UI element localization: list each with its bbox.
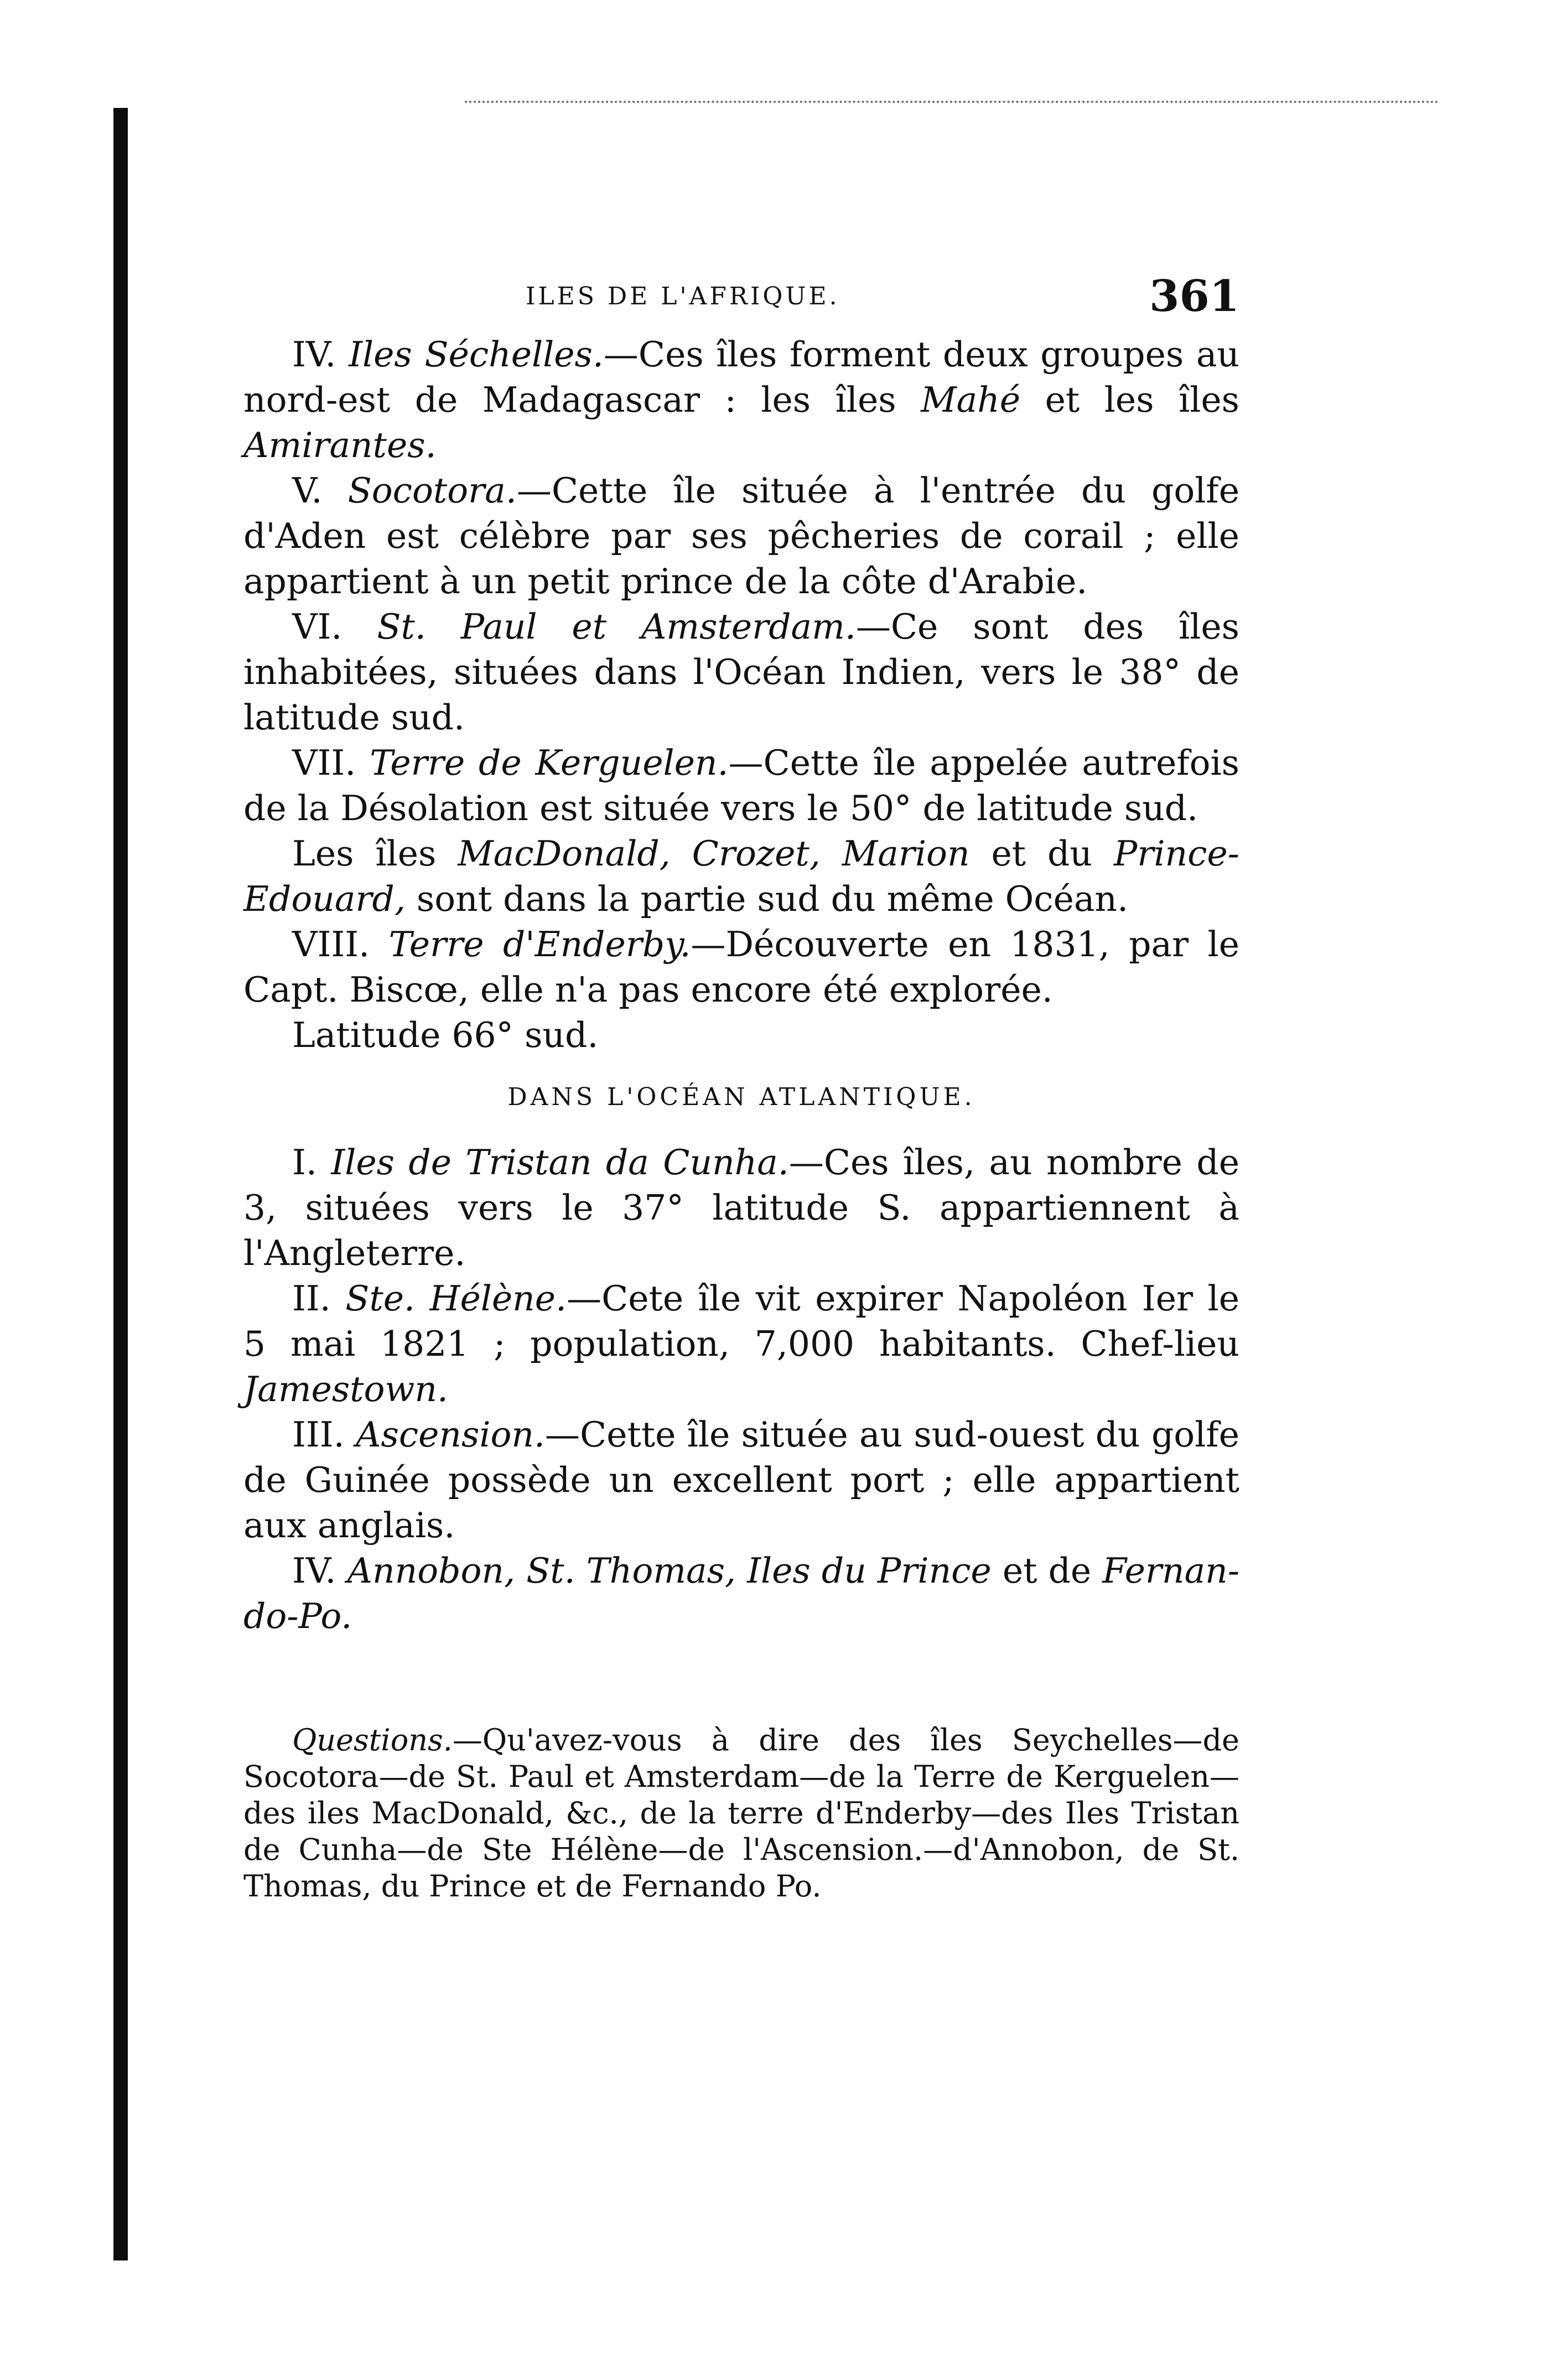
island-name: Amirantes. [243, 425, 437, 465]
paragraph-macdonald [243, 831, 1239, 922]
island-name: Terre d'Enderby. [388, 924, 691, 965]
scan-top-rule [465, 101, 1439, 103]
paragraph-text: et du [969, 833, 1114, 874]
running-head [243, 271, 1239, 332]
island-name: Iles de Tristan da Cunha. [331, 1142, 789, 1183]
spacer [243, 1639, 1239, 1722]
paragraph-tristan [243, 1140, 1239, 1276]
island-name: Iles du Prince [747, 1551, 992, 1591]
book-page [243, 271, 1239, 1905]
island-name: Ste. Hélène. [345, 1278, 567, 1319]
page-number: 361 [1149, 271, 1239, 322]
paragraph-annobon [243, 1548, 1239, 1639]
island-name: Fernan-do-Po. [243, 1551, 1240, 1636]
island-name: St. Thomas, [526, 1551, 736, 1591]
island-name: Mahé [921, 380, 1021, 420]
section-numeral: III. [292, 1414, 345, 1455]
paragraph-enderby [243, 922, 1239, 1013]
island-name: St. Paul et Amsterdam. [377, 606, 856, 647]
questions-text: —Qu'avez-vous à dire des îles Seychelles—de Socotora—de St. Paul et Amsterdam—de la Terre de Kerguelen—des iles MacDonald, &c., de la terre d'Enderby—des Iles Tristan de Cunha—de Ste Hélène—de l'Ascension.—d'Annobon, de St. Thomas, du Prince et de Fernando Po. [243, 1723, 1239, 1904]
questions-block [243, 1722, 1239, 1905]
main-text [243, 332, 1239, 1639]
paragraph-text: —Cete île vit expirer Napoléon Ier le 5 mai 1821 ; population, 7,000 habitants. Chef-lieu [243, 1278, 1239, 1364]
paragraph-text: —Découverte en 1831, par le Capt. Biscœ, elle n'a pas encore été explorée. [243, 924, 1239, 1010]
section-heading-atlantic: DANS L'OCÉAN ATLANTIQUE. [507, 1083, 976, 1111]
paragraph-socotora [243, 468, 1239, 604]
paragraph-text: —Ces îles forment deux groupes au nord-est de Madagascar : les îles [243, 334, 1239, 420]
paragraph-helene [243, 1276, 1239, 1412]
paragraph-text: Les îles [292, 833, 458, 874]
island-name: MacDonald, [458, 833, 671, 874]
running-title: ILES DE L'AFRIQUE. [526, 282, 840, 310]
paragraph-st-paul [243, 604, 1239, 740]
section-numeral: I. [292, 1142, 317, 1183]
paragraph-text: et les îles [1020, 380, 1239, 420]
section-numeral: V. [292, 470, 323, 511]
section-numeral: VII. [292, 743, 356, 783]
paragraph-text: —Cette île située à l'entrée du golfe d'Aden est célèbre par ses pêcheries de corail ; elle appartient à un petit prince de la côte d'Arabie. [243, 470, 1239, 602]
paragraph-ascension [243, 1412, 1239, 1548]
binding-edge-bar [113, 108, 128, 2260]
island-name: Prince-Edouard, [243, 833, 1239, 919]
questions-label: Questions. [292, 1723, 453, 1757]
paragraph-text: —Ce sont des îles inhabitées, situées dans l'Océan Indien, vers le 38° de latitude sud. [243, 606, 1239, 738]
island-name: Annobon, [347, 1551, 515, 1591]
island-name: Crozet, [692, 833, 821, 874]
section-numeral: VI. [292, 606, 343, 647]
section-numeral: IV. [292, 1551, 336, 1591]
paragraph-seychelles [243, 332, 1239, 468]
island-name: Socotora. [347, 470, 517, 511]
island-name: Jamestown. [243, 1369, 448, 1409]
island-name: Terre de Kerguelen. [370, 743, 729, 783]
island-name: Marion [842, 833, 970, 874]
paragraph-latitude: Latitude 66° sud. [292, 1015, 599, 1055]
paragraph-text: —Cette île située au sud-ouest du golfe de Guinée possède un excellent port ; elle appartient aux anglais. [243, 1414, 1239, 1546]
paragraph-text: sont dans la partie sud du même Océan. [405, 879, 1129, 919]
paragraph-text: —Cette île appelée autrefois de la Désolation est située vers le 50° de latitude sud. [243, 743, 1239, 828]
section-numeral: VIII. [292, 924, 370, 965]
paragraph-kerguelen [243, 740, 1239, 831]
island-name: Iles Séchelles. [349, 334, 604, 375]
section-numeral: IV. [292, 334, 336, 375]
island-name: Ascension. [356, 1414, 546, 1455]
paragraph-text: —Ces îles, au nombre de 3, situées vers le 37° latitude S. appartiennent à l'Angleterre. [243, 1142, 1239, 1273]
paragraph-text: et de [991, 1551, 1103, 1591]
section-numeral: II. [292, 1278, 331, 1319]
